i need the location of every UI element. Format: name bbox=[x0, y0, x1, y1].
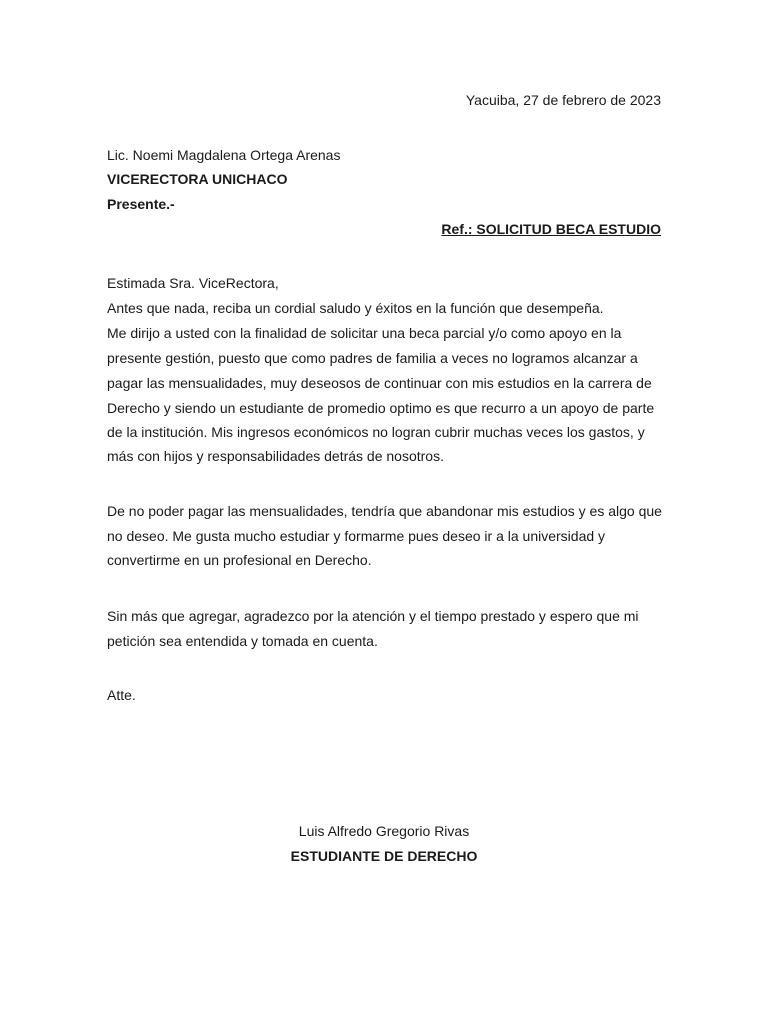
paragraph1-line: Me dirijo a usted con la finalidad de solicitar una beca parcial y/o como apoyo en la bbox=[107, 325, 622, 341]
date-line: Yacuiba, 27 de febrero de 2023 bbox=[465, 92, 661, 108]
paragraph1-line: presente gestión, puesto que como padres de familia a veces no logramos alcanzar a bbox=[107, 350, 638, 366]
paragraph1-line: Antes que nada, reciba un cordial saludo y éxitos en la función que desempeña. bbox=[107, 300, 604, 316]
presente-line: Presente.- bbox=[107, 196, 175, 212]
paragraph3-line: petición sea entendida y tomada en cuenta. bbox=[107, 633, 378, 649]
signature-role: ESTUDIANTE DE DERECHO bbox=[290, 848, 478, 864]
paragraph2-line: no deseo. Me gusta mucho estudiar y formarme pues deseo ir a la universidad y bbox=[107, 528, 606, 544]
paragraph1-line: Derecho y siendo un estudiante de promedio optimo es que recurro a un apoyo de parte bbox=[107, 400, 655, 416]
closing-line: Atte. bbox=[107, 687, 136, 703]
paragraph3-line: Sin más que agregar, agradezco por la atención y el tiempo prestado y espero que mi bbox=[107, 608, 639, 624]
recipient-title: VICERECTORA UNICHACO bbox=[107, 171, 288, 187]
salutation: Estimada Sra. ViceRectora, bbox=[107, 275, 279, 291]
paragraph1-line: de la institución. Mis ingresos económicos no logran cubrir muchas veces los gastos, y bbox=[107, 424, 645, 440]
paragraph2-line: De no poder pagar las mensualidades, tendría que abandonar mis estudios y es algo que bbox=[107, 503, 662, 519]
recipient-name: Lic. Noemi Magdalena Ortega Arenas bbox=[107, 147, 341, 163]
paragraph1-line: más con hijos y responsabilidades detrás de nosotros. bbox=[107, 448, 444, 464]
reference-line: Ref.: SOLICITUD BECA ESTUDIO bbox=[441, 221, 661, 237]
paragraph2-line: convertirme en un profesional en Derecho. bbox=[107, 552, 372, 568]
paragraph1-line: pagar las mensualidades, muy deseosos de continuar con mis estudios en la carrera de bbox=[107, 375, 652, 391]
signature-name: Luis Alfredo Gregorio Rivas bbox=[298, 823, 470, 839]
